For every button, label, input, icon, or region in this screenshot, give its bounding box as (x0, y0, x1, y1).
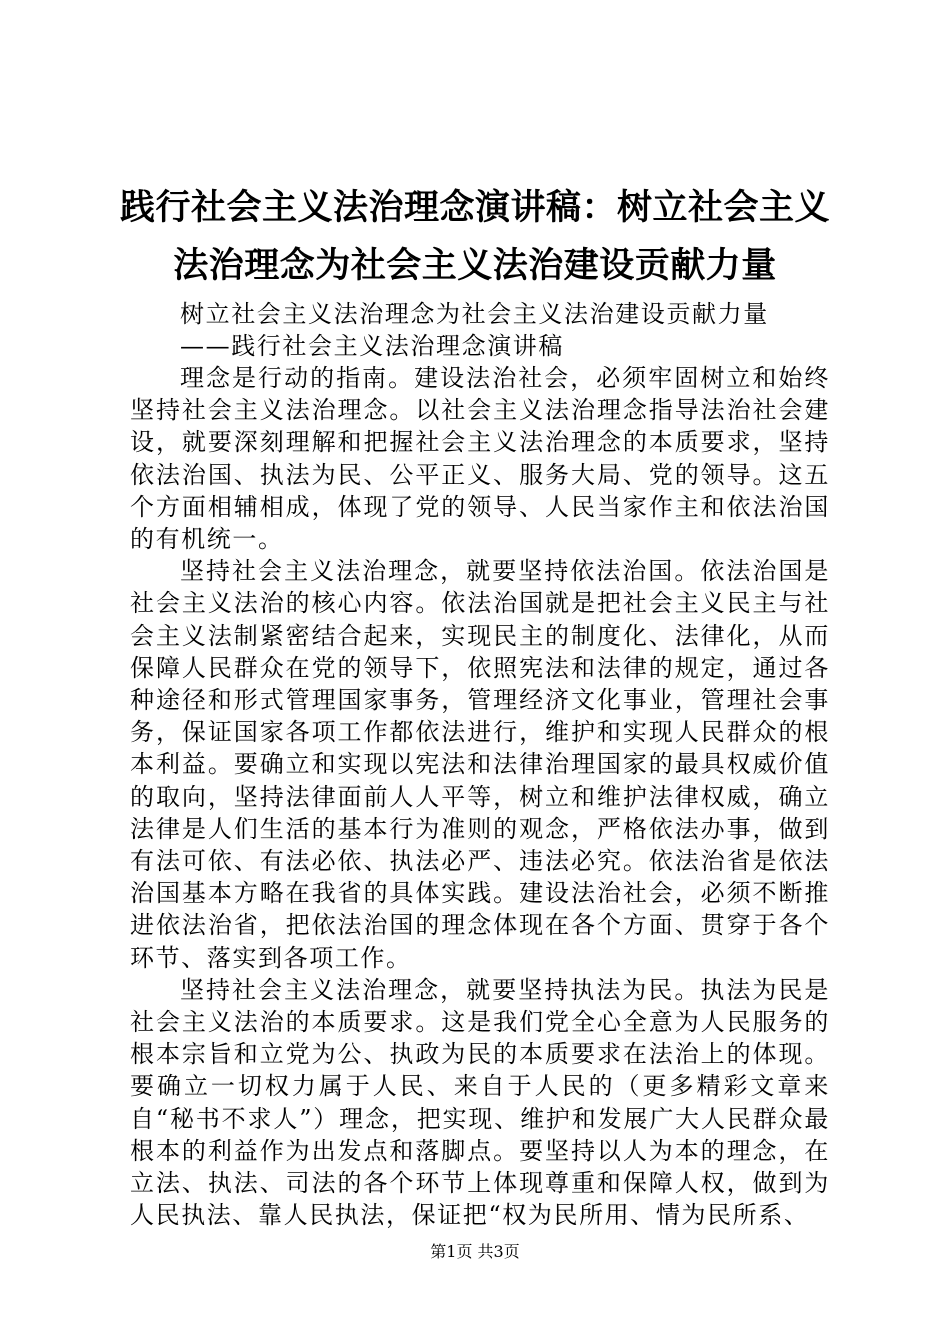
document-title-line2: 法治理念为社会主义法治建设贡献力量 (173, 245, 777, 286)
paragraph: 坚持社会主义法治理念，就要坚持执法为民。执法为民是社会主义法治的本质要求。这是我们党全心全意为人民服务的根本宗旨和立党为公、执政为民的本质要求在法治上的体现。要确立一切权力属于人民、来自于人民的（更多精彩文章来自“秘书不求人”）理念，把实现、维护和发展广大人民群众最根本的利益作为出发点和落脚点。要坚持以人为本的理念，在立法、执法、司法的各个环节上体现尊重和保障人权，做到为人民执法、靠人民执法，保证把“权为民所用、情为民所系、 (130, 975, 830, 1230)
paragraph: 理念是行动的指南。建设法治社会，必须牢固树立和始终坚持社会主义法治理念。以社会主义法治理念指导法治社会建设，就要深刻理解和把握社会主义法治理念的本质要求，坚持依法治国、执法为民、公平正义、服务大局、党的领导。这五个方面相辅相成，体现了党的领导、人民当家作主和依法治国的有机统一。 (130, 364, 830, 554)
paragraph: 坚持社会主义法治理念，就要坚持依法治国。依法治国是社会主义法治的核心内容。依法治国就是把社会主义民主与社会主义法制紧密结合起来，实现民主的制度化、法律化，从而保障人民群众在党的领导下，依照宪法和法律的规定，通过各种途径和形式管理国家事务，管理经济文化事业，管理社会事务，保证国家各项工作都依法进行，维护和实现人民群众的根本利益。要确立和实现以宪法和法律治理国家的最具权威价值的取向，坚持法律面前人人平等，树立和维护法律权威，确立法律是人们生活的基本行为准则的观念，严格依法办事，做到有法可依、有法必依、执法必严、违法必究。依法治省是依法治国基本方略在我省的具体实践。建设法治社会，必须不断推进依法治省，把依法治国的理念体现在各个方面、贯穿于各个环节、落实到各项工作。 (130, 557, 830, 972)
document-body (130, 362, 830, 1231)
document-subtitle-line1: 树立社会主义法治理念为社会主义法治建设贡献力量 (180, 300, 769, 328)
document-subtitle-line2: ——践行社会主义法治理念演讲稿 (180, 332, 564, 360)
page-footer: 第1页 共3页 (430, 1242, 520, 1261)
document-title-line1: 践行社会主义法治理念演讲稿：树立社会主义 (120, 187, 831, 228)
